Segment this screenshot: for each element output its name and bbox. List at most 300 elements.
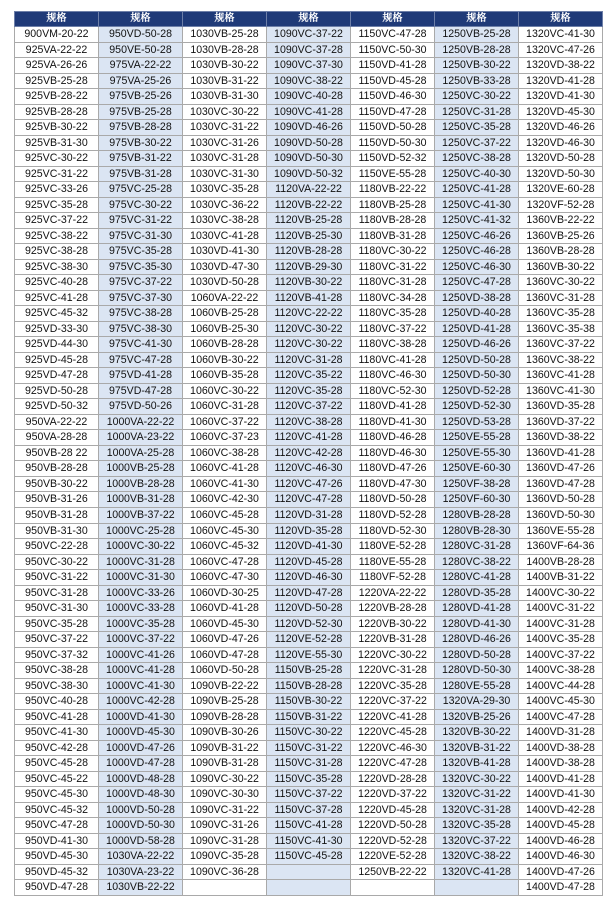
spec-cell: 1250VD-52-30 <box>435 399 519 415</box>
spec-cell: 1090VB-31-22 <box>183 740 267 756</box>
spec-cell: 1090VC-37-28 <box>267 42 351 58</box>
spec-cell: 1280VE-55-28 <box>435 678 519 694</box>
spec-cell: 1150VD-50-28 <box>351 120 435 136</box>
spec-cell: 1000VD-58-28 <box>99 833 183 849</box>
spec-cell <box>351 880 435 896</box>
spec-cell: 950VC-47-28 <box>15 818 99 834</box>
spec-cell: 1280VD-46-26 <box>435 632 519 648</box>
spec-cell: 975VC-37-30 <box>99 290 183 306</box>
spec-cell: 1000VD-48-30 <box>99 787 183 803</box>
spec-cell: 925VC-35-28 <box>15 197 99 213</box>
spec-cell: 1060VD-30-25 <box>183 585 267 601</box>
spec-cell: 1400VD-47-26 <box>519 864 603 880</box>
spec-cell: 1030VC-31-30 <box>183 166 267 182</box>
spec-cell: 975VB-28-28 <box>99 120 183 136</box>
spec-cell: 1000VC-42-28 <box>99 694 183 710</box>
column-header: 规格 <box>15 12 99 27</box>
spec-cell: 1030VC-30-22 <box>183 104 267 120</box>
spec-cell: 1120VC-46-30 <box>267 461 351 477</box>
spec-cell: 1150VC-45-28 <box>267 849 351 865</box>
spec-cell: 1090VC-40-28 <box>267 89 351 105</box>
spec-cell: 925VC-38-22 <box>15 228 99 244</box>
spec-cell: 1090VC-38-22 <box>267 73 351 89</box>
spec-cell: 1400VC-31-22 <box>519 601 603 617</box>
spec-cell: 1060VB-25-28 <box>183 306 267 322</box>
spec-cell: 1250VB-33-28 <box>435 73 519 89</box>
spec-cell: 1180VB-22-22 <box>351 182 435 198</box>
spec-cell: 975VC-30-22 <box>99 197 183 213</box>
spec-cell: 1000VC-33-28 <box>99 601 183 617</box>
spec-cell: 975VD-47-28 <box>99 383 183 399</box>
spec-cell: 925VB-28-22 <box>15 89 99 105</box>
spec-cell: 1220VC-41-28 <box>351 709 435 725</box>
spec-cell: 1120VD-35-28 <box>267 523 351 539</box>
spec-cell: 1000VB-31-28 <box>99 492 183 508</box>
spec-cell: 1280VC-31-28 <box>435 539 519 555</box>
spec-cell: 1180VC-31-28 <box>351 275 435 291</box>
spec-cell: 1220VC-47-28 <box>351 756 435 772</box>
table-row <box>15 135 603 151</box>
spec-cell: 1120VB-25-30 <box>267 228 351 244</box>
spec-cell: 1180VC-41-28 <box>351 352 435 368</box>
spec-cell: 1150VC-37-28 <box>267 802 351 818</box>
column-header: 规格 <box>267 12 351 27</box>
table-body <box>15 27 603 896</box>
spec-cell: 1090VC-36-28 <box>183 864 267 880</box>
spec-cell: 1060VC-41-28 <box>183 461 267 477</box>
spec-cell: 1120VA-22-22 <box>267 182 351 198</box>
spec-cell: 950VB-31-26 <box>15 492 99 508</box>
spec-cell: 1250VD-52-28 <box>435 383 519 399</box>
spec-cell: 1250VC-46-26 <box>435 228 519 244</box>
spec-cell: 1000VB-37-22 <box>99 507 183 523</box>
spec-cell: 1320VC-31-22 <box>435 787 519 803</box>
spec-cell: 1180VE-52-28 <box>351 539 435 555</box>
spec-cell: 950VB-30-22 <box>15 476 99 492</box>
header-row <box>15 12 603 27</box>
spec-cell: 1180VC-46-30 <box>351 368 435 384</box>
spec-cell: 975VC-35-30 <box>99 259 183 275</box>
table-row <box>15 539 603 555</box>
spec-cell: 1180VD-47-26 <box>351 461 435 477</box>
spec-cell: 950VD-45-32 <box>15 864 99 880</box>
spec-cell: 1180VD-52-28 <box>351 507 435 523</box>
spec-cell: 1060VB-35-28 <box>183 368 267 384</box>
spec-cell: 1030VC-31-28 <box>183 151 267 167</box>
spec-cell: 950VC-31-22 <box>15 570 99 586</box>
spec-cell: 975VC-38-30 <box>99 321 183 337</box>
spec-cell: 1360VF-64-36 <box>519 539 603 555</box>
column-header: 规格 <box>435 12 519 27</box>
spec-cell: 950VB-28 22 <box>15 445 99 461</box>
spec-cell: 1000VC-33-26 <box>99 585 183 601</box>
spec-cell: 1060VB-28-28 <box>183 337 267 353</box>
spec-cell: 1250VD-50-28 <box>435 352 519 368</box>
spec-cell: 950VC-45-22 <box>15 771 99 787</box>
spec-cell: 1400VD-41-28 <box>519 771 603 787</box>
spec-cell: 1400VC-35-28 <box>519 632 603 648</box>
table-row <box>15 399 603 415</box>
spec-cell: 1250VB-28-28 <box>435 42 519 58</box>
table-row <box>15 104 603 120</box>
spec-cell: 1150VC-50-30 <box>351 42 435 58</box>
spec-cell: 1120VD-50-28 <box>267 601 351 617</box>
spec-cell: 1090VC-37-30 <box>267 58 351 74</box>
spec-cell: 1180VC-31-22 <box>351 259 435 275</box>
spec-cell: 1060VC-41-30 <box>183 476 267 492</box>
spec-cell: 975VC-47-28 <box>99 352 183 368</box>
spec-cell: 1060VC-47-28 <box>183 554 267 570</box>
spec-cell: 1320VB-41-28 <box>435 756 519 772</box>
spec-cell: 1150VC-30-22 <box>267 725 351 741</box>
spec-cell: 950VC-38-28 <box>15 663 99 679</box>
table-row <box>15 275 603 291</box>
table-row <box>15 290 603 306</box>
spec-table <box>14 11 603 896</box>
spec-cell: 1000VA-25-28 <box>99 445 183 461</box>
spec-cell: 1030VC-38-28 <box>183 213 267 229</box>
spec-cell: 1180VD-52-30 <box>351 523 435 539</box>
spec-cell: 1320VD-50-28 <box>519 151 603 167</box>
table-row <box>15 42 603 58</box>
spec-cell: 1000VD-47-28 <box>99 756 183 772</box>
spec-cell: 1250VC-41-28 <box>435 182 519 198</box>
spec-cell: 1060VC-45-30 <box>183 523 267 539</box>
table-row <box>15 120 603 136</box>
spec-cell: 950VC-38-30 <box>15 678 99 694</box>
spec-cell: 1030VC-35-28 <box>183 182 267 198</box>
spec-cell: 950VC-22-28 <box>15 539 99 555</box>
table-row <box>15 632 603 648</box>
table-row <box>15 864 603 880</box>
spec-cell: 1120VC-47-26 <box>267 476 351 492</box>
table-row <box>15 73 603 89</box>
column-header: 规格 <box>351 12 435 27</box>
spec-cell: 1060VC-37-22 <box>183 414 267 430</box>
spec-cell: 1180VD-50-28 <box>351 492 435 508</box>
spec-cell: 1120VC-30-22 <box>267 321 351 337</box>
spec-cell: 1090VB-31-28 <box>183 756 267 772</box>
spec-cell: 1220VE-52-28 <box>351 849 435 865</box>
spec-cell: 1030VB-28-28 <box>183 42 267 58</box>
spec-cell: 1120VB-25-28 <box>267 213 351 229</box>
spec-cell: 1000VA-22-22 <box>99 414 183 430</box>
spec-cell: 1400VD-38-28 <box>519 756 603 772</box>
table-row <box>15 182 603 198</box>
spec-cell: 1180VD-47-30 <box>351 476 435 492</box>
spec-cell: 1320VD-50-30 <box>519 166 603 182</box>
spec-cell: 1250VC-35-28 <box>435 120 519 136</box>
table-row <box>15 771 603 787</box>
spec-cell: 1400VD-38-28 <box>519 740 603 756</box>
spec-cell: 1090VC-30-22 <box>183 771 267 787</box>
spec-cell: 1180VD-41-28 <box>351 399 435 415</box>
spec-cell: 1150VD-46-30 <box>351 89 435 105</box>
table-row <box>15 151 603 167</box>
spec-cell: 1090VC-31-28 <box>183 833 267 849</box>
spec-cell: 1360VD-47-28 <box>519 476 603 492</box>
spec-cell: 950VC-37-32 <box>15 647 99 663</box>
spec-cell: 1320VC-30-22 <box>435 771 519 787</box>
spec-cell: 1090VC-37-22 <box>267 27 351 43</box>
spec-cell: 1220VB-30-22 <box>351 616 435 632</box>
spec-cell: 950VB-28-28 <box>15 461 99 477</box>
spec-cell: 1150VB-28-28 <box>267 678 351 694</box>
spec-cell: 1320VB-31-22 <box>435 740 519 756</box>
spec-cell: 1400VD-41-30 <box>519 787 603 803</box>
table-row <box>15 27 603 43</box>
spec-cell: 1400VB-28-28 <box>519 554 603 570</box>
spec-cell: 1360VB-30-22 <box>519 259 603 275</box>
spec-cell: 925VC-38-28 <box>15 244 99 260</box>
spec-cell: 1250VE-55-30 <box>435 445 519 461</box>
spec-cell: 1150VD-41-28 <box>351 58 435 74</box>
table-row <box>15 802 603 818</box>
table-row <box>15 756 603 772</box>
spec-cell: 1150VC-41-28 <box>267 818 351 834</box>
spec-cell: 1090VD-50-30 <box>267 151 351 167</box>
spec-sheet <box>14 11 603 896</box>
spec-cell: 1090VB-30-26 <box>183 725 267 741</box>
spec-cell: 1150VC-31-22 <box>267 740 351 756</box>
table-row <box>15 492 603 508</box>
spec-cell: 1090VD-50-32 <box>267 166 351 182</box>
spec-cell: 1120VE-52-28 <box>267 632 351 648</box>
spec-cell: 1360VD-50-28 <box>519 492 603 508</box>
spec-cell: 950VD-50-28 <box>99 27 183 43</box>
spec-cell: 950VD-47-28 <box>15 880 99 896</box>
spec-cell: 1320VD-46-26 <box>519 120 603 136</box>
spec-cell: 1120VD-31-28 <box>267 507 351 523</box>
spec-cell: 1360VC-37-22 <box>519 337 603 353</box>
spec-cell: 900VM-20-22 <box>15 27 99 43</box>
spec-cell: 1360VD-50-30 <box>519 507 603 523</box>
spec-cell: 950VC-31-28 <box>15 585 99 601</box>
spec-cell: 1060VD-41-28 <box>183 601 267 617</box>
table-row <box>15 787 603 803</box>
spec-cell: 1320VF-52-28 <box>519 197 603 213</box>
spec-cell: 1000VD-48-28 <box>99 771 183 787</box>
spec-cell: 1400VD-42-28 <box>519 802 603 818</box>
spec-cell: 975VD-41-28 <box>99 368 183 384</box>
spec-cell: 1250VC-46-28 <box>435 244 519 260</box>
spec-cell: 950VD-41-30 <box>15 833 99 849</box>
spec-cell: 975VB-25-26 <box>99 89 183 105</box>
spec-cell: 1320VC-41-30 <box>519 27 603 43</box>
spec-cell: 1220VD-45-28 <box>351 802 435 818</box>
spec-cell: 1360VC-30-22 <box>519 275 603 291</box>
spec-cell: 1030VC-41-28 <box>183 228 267 244</box>
spec-cell: 1000VC-41-30 <box>99 678 183 694</box>
spec-cell: 1150VC-41-30 <box>267 833 351 849</box>
spec-cell: 925VC-37-22 <box>15 213 99 229</box>
spec-cell: 1400VD-46-30 <box>519 849 603 865</box>
table-row <box>15 476 603 492</box>
spec-cell: 1220VC-45-28 <box>351 725 435 741</box>
spec-cell: 1220VC-46-30 <box>351 740 435 756</box>
spec-cell: 1400VD-46-28 <box>519 833 603 849</box>
spec-cell: 1250VC-41-30 <box>435 197 519 213</box>
spec-cell: 1180VC-52-30 <box>351 383 435 399</box>
spec-cell: 1090VB-25-28 <box>183 694 267 710</box>
table-row <box>15 337 603 353</box>
table-row <box>15 430 603 446</box>
spec-cell: 1060VB-30-22 <box>183 352 267 368</box>
spec-cell: 1220VC-35-28 <box>351 678 435 694</box>
spec-cell: 925VA-26-26 <box>15 58 99 74</box>
spec-cell: 950VE-50-28 <box>99 42 183 58</box>
spec-cell: 1280VD-35-28 <box>435 585 519 601</box>
spec-cell: 1320VD-41-30 <box>519 89 603 105</box>
spec-cell: 1180VD-41-30 <box>351 414 435 430</box>
spec-cell: 1030VB-31-22 <box>183 73 267 89</box>
spec-cell: 1090VB-28-28 <box>183 709 267 725</box>
spec-cell: 1220VB-31-28 <box>351 632 435 648</box>
spec-cell: 1250VD-41-28 <box>435 321 519 337</box>
spec-cell: 1030VC-31-26 <box>183 135 267 151</box>
spec-cell: 975VC-25-28 <box>99 182 183 198</box>
spec-cell: 1060VC-45-28 <box>183 507 267 523</box>
spec-cell: 1150VB-30-22 <box>267 694 351 710</box>
spec-cell: 1220VD-28-28 <box>351 771 435 787</box>
spec-cell: 1060VA-22-22 <box>183 290 267 306</box>
spec-cell: 1120VB-28-28 <box>267 244 351 260</box>
spec-cell: 1180VB-28-28 <box>351 213 435 229</box>
table-row <box>15 601 603 617</box>
spec-cell: 1320VD-41-28 <box>519 73 603 89</box>
spec-cell: 975VD-50-26 <box>99 399 183 415</box>
spec-cell: 975VC-37-22 <box>99 275 183 291</box>
spec-cell: 1090VC-31-26 <box>183 818 267 834</box>
spec-cell: 1060VC-47-30 <box>183 570 267 586</box>
spec-cell: 975VB-31-22 <box>99 151 183 167</box>
spec-cell <box>435 880 519 896</box>
spec-cell: 925VC-38-30 <box>15 259 99 275</box>
spec-cell: 1220VB-28-28 <box>351 601 435 617</box>
spec-cell: 1360VB-28-28 <box>519 244 603 260</box>
spec-cell: 1400VD-47-28 <box>519 880 603 896</box>
table-row <box>15 585 603 601</box>
spec-cell: 1000VC-31-28 <box>99 554 183 570</box>
spec-cell: 1060VD-47-28 <box>183 647 267 663</box>
table-row <box>15 663 603 679</box>
spec-cell: 925VD-45-28 <box>15 352 99 368</box>
spec-cell: 975VC-38-28 <box>99 306 183 322</box>
spec-cell: 1280VB-28-30 <box>435 523 519 539</box>
spec-cell: 1280VC-38-22 <box>435 554 519 570</box>
spec-cell: 925VC-33-26 <box>15 182 99 198</box>
table-row <box>15 445 603 461</box>
table-row <box>15 740 603 756</box>
spec-cell: 1000VD-47-26 <box>99 740 183 756</box>
table-row <box>15 244 603 260</box>
table-row <box>15 306 603 322</box>
spec-cell: 1280VC-41-28 <box>435 570 519 586</box>
spec-cell: 1150VD-45-28 <box>351 73 435 89</box>
table-row <box>15 833 603 849</box>
spec-cell: 1120VD-45-28 <box>267 554 351 570</box>
spec-cell: 925VC-30-22 <box>15 151 99 167</box>
spec-cell: 1060VC-38-28 <box>183 445 267 461</box>
table-row <box>15 554 603 570</box>
table-row <box>15 213 603 229</box>
spec-cell: 1250VD-50-30 <box>435 368 519 384</box>
table-row <box>15 647 603 663</box>
spec-cell: 1000VC-25-28 <box>99 523 183 539</box>
spec-cell: 1000VD-50-30 <box>99 818 183 834</box>
spec-cell: 1120VB-41-28 <box>267 290 351 306</box>
spec-cell: 950VC-45-30 <box>15 787 99 803</box>
spec-cell: 1090VC-41-28 <box>267 104 351 120</box>
spec-cell: 1120VC-41-28 <box>267 430 351 446</box>
spec-cell: 1000VB-25-28 <box>99 461 183 477</box>
spec-cell: 1250VC-30-22 <box>435 89 519 105</box>
spec-cell: 1250VB-25-28 <box>435 27 519 43</box>
spec-cell: 1250VC-38-28 <box>435 151 519 167</box>
table-row <box>15 880 603 896</box>
spec-cell: 1280VD-50-30 <box>435 663 519 679</box>
spec-cell: 1060VC-45-32 <box>183 539 267 555</box>
spec-cell: 1150VD-47-28 <box>351 104 435 120</box>
spec-cell <box>267 880 351 896</box>
spec-cell: 1250VB-30-22 <box>435 58 519 74</box>
spec-cell: 1030VC-36-22 <box>183 197 267 213</box>
spec-cell: 1060VC-37-23 <box>183 430 267 446</box>
spec-cell: 1220VA-22-22 <box>351 585 435 601</box>
spec-cell: 950VC-30-22 <box>15 554 99 570</box>
spec-cell: 1400VC-30-22 <box>519 585 603 601</box>
spec-cell: 1150VC-47-28 <box>351 27 435 43</box>
spec-cell: 1250VB-22-22 <box>351 864 435 880</box>
spec-cell: 1400VC-38-28 <box>519 663 603 679</box>
spec-cell: 1220VD-52-28 <box>351 833 435 849</box>
column-header: 规格 <box>99 12 183 27</box>
table-row <box>15 849 603 865</box>
spec-cell: 975VC-35-28 <box>99 244 183 260</box>
spec-cell: 1250VC-31-28 <box>435 104 519 120</box>
spec-cell: 1320VE-60-28 <box>519 182 603 198</box>
spec-cell: 1320VC-37-22 <box>435 833 519 849</box>
spec-cell: 1150VC-37-22 <box>267 787 351 803</box>
spec-cell: 925VD-50-32 <box>15 399 99 415</box>
spec-cell: 1120VC-30-22 <box>267 337 351 353</box>
spec-cell: 1250VC-40-30 <box>435 166 519 182</box>
spec-cell: 950VA-28-28 <box>15 430 99 446</box>
spec-cell: 1250VD-53-28 <box>435 414 519 430</box>
spec-cell: 1000VD-41-30 <box>99 709 183 725</box>
spec-cell: 950VA-22-22 <box>15 414 99 430</box>
spec-cell: 1000VC-41-26 <box>99 647 183 663</box>
spec-cell: 1030VD-50-28 <box>183 275 267 291</box>
spec-cell: 975VA-25-26 <box>99 73 183 89</box>
spec-cell: 1320VB-25-26 <box>435 709 519 725</box>
spec-cell: 1220VC-31-28 <box>351 663 435 679</box>
spec-cell: 1360VC-35-28 <box>519 306 603 322</box>
spec-cell: 1000VB-28-28 <box>99 476 183 492</box>
spec-cell: 1150VC-35-28 <box>267 771 351 787</box>
spec-cell: 1060VD-45-30 <box>183 616 267 632</box>
table-row <box>15 321 603 337</box>
spec-cell: 975VC-31-22 <box>99 213 183 229</box>
spec-cell: 1000VC-35-28 <box>99 616 183 632</box>
spec-cell: 1120VE-55-30 <box>267 647 351 663</box>
spec-cell: 1400VC-44-28 <box>519 678 603 694</box>
table-row <box>15 678 603 694</box>
spec-cell: 1120VB-29-30 <box>267 259 351 275</box>
spec-cell: 1030VD-47-30 <box>183 259 267 275</box>
spec-cell: 1400VD-45-28 <box>519 818 603 834</box>
spec-cell: 1250VE-60-30 <box>435 461 519 477</box>
